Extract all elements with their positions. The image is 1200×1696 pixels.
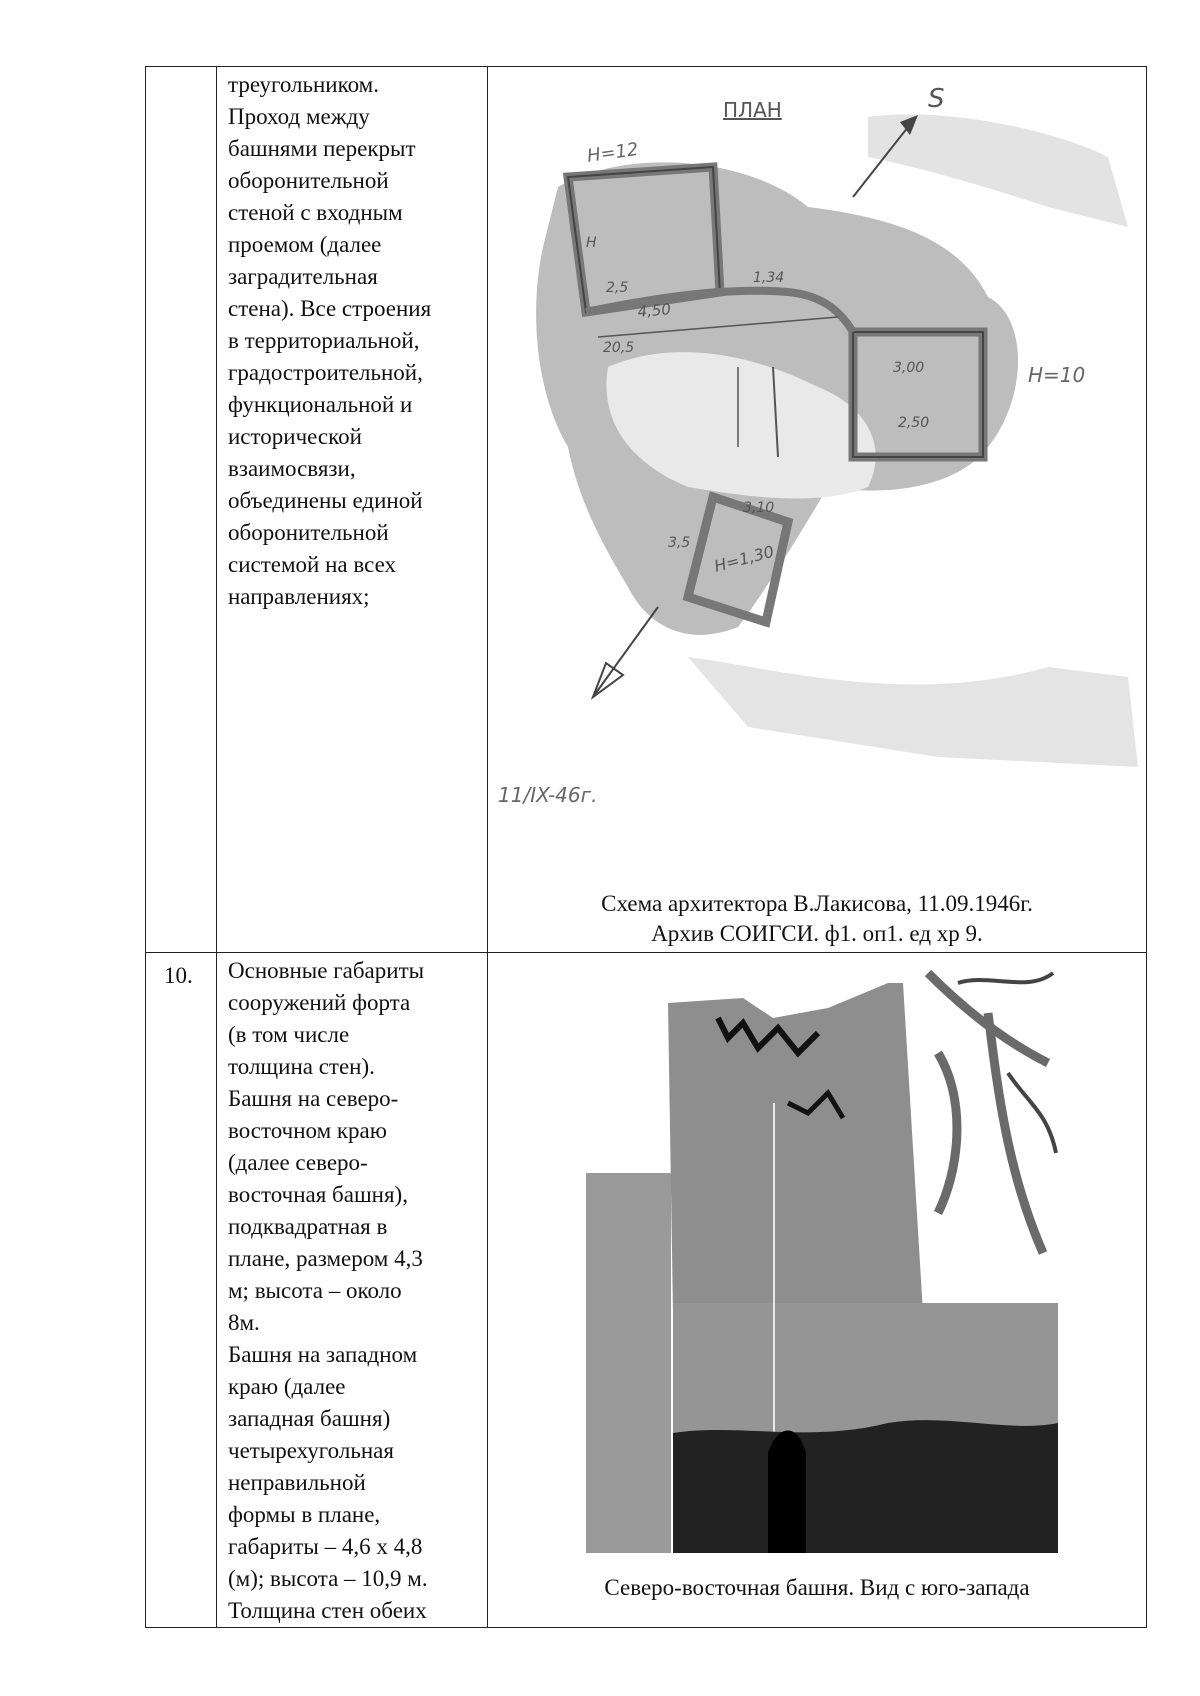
text-line: восточном краю <box>228 1118 387 1143</box>
text-line: габариты – 4,6 х 4,8 <box>228 1534 423 1559</box>
sketch-label: 3,5 <box>668 535 691 551</box>
text-line: стеной с входным <box>228 200 403 225</box>
sketch-label: H=1,30 <box>712 541 777 576</box>
sketch-label: 2,50 <box>898 415 930 431</box>
direction-arrow <box>593 607 658 697</box>
text-line: восточная башня), <box>228 1182 408 1207</box>
description-cell <box>217 953 488 1628</box>
text-line: взаимосвязи, <box>228 456 356 481</box>
text-line: Основные габариты <box>228 958 425 983</box>
photo-left-wall <box>586 1173 671 1553</box>
text-line: (в том числе <box>228 1022 350 1047</box>
table-row <box>146 953 1147 1628</box>
text-line: западная башня) <box>228 1406 391 1431</box>
text-line: м; высота – около <box>228 1278 402 1303</box>
description-text <box>217 67 487 613</box>
text-line: градостроительной, <box>228 360 423 385</box>
text-line: проемом (далее <box>228 232 382 257</box>
sketch-title: ПЛАН <box>723 98 782 122</box>
text-line: системой на всех <box>228 552 396 577</box>
text-line: оборонительной <box>228 520 389 545</box>
text-line: (далее северо- <box>228 1150 368 1175</box>
text-line: краю (далее <box>228 1374 346 1399</box>
row-number-cell <box>146 67 217 953</box>
terrain-shading <box>688 657 1138 767</box>
document-table <box>145 66 1147 1628</box>
plan-caption-line2: Архив СОИГСИ. ф1. оп1. ед хр 9. <box>651 921 983 946</box>
text-line: (м); высота – 10,9 м. <box>228 1566 428 1591</box>
photo-dark-foreground <box>673 1420 1058 1553</box>
photo-doorway <box>768 1431 806 1554</box>
text-line: неправильной <box>228 1470 366 1495</box>
tower-photo-figure <box>488 953 1146 1618</box>
row-number <box>146 67 216 75</box>
sketch-date-note: 11/IX-46г. <box>498 783 598 807</box>
table-row <box>146 67 1147 953</box>
text-line: сооружений форта <box>228 990 411 1015</box>
sketch-label: 3,00 <box>893 360 925 376</box>
text-line: плане, размером 4,3 <box>228 1246 423 1271</box>
sketch-label: 20,5 <box>603 340 635 356</box>
row-number: 10. <box>164 963 193 988</box>
text-line: объединены единой <box>228 488 423 513</box>
text-line: стена). Все строения <box>228 296 432 321</box>
text-line: треугольником. <box>228 72 379 97</box>
sketch-label: H=10 <box>1028 363 1086 387</box>
text-line: оборонительной <box>228 168 389 193</box>
text-line: формы в плане, <box>228 1502 381 1527</box>
row-number-cell <box>146 953 217 1628</box>
plan-sketch <box>488 67 1146 952</box>
sketch-label: H=12 <box>585 138 640 167</box>
sketch-label: 4,50 <box>636 300 672 321</box>
text-line: заградительная <box>228 264 378 289</box>
photo-tower <box>668 983 923 1313</box>
text-line: Толщина стен обеих <box>228 1598 427 1623</box>
photo-image-cell <box>488 953 1147 1628</box>
north-label: S <box>928 84 945 114</box>
text-line: толщина стен). <box>228 1054 375 1079</box>
text-line: направлениях; <box>228 584 370 609</box>
description-text <box>217 953 487 1627</box>
plan-caption-line1: Схема архитектора В.Лакисова, 11.09.1946г. <box>601 891 1033 916</box>
text-line: подквадратная в <box>228 1214 388 1239</box>
sketch-label: 1,34 <box>753 270 785 286</box>
plan-sketch-figure <box>488 67 1146 952</box>
terrain-shading <box>868 114 1128 227</box>
text-line: 8м. <box>228 1310 260 1335</box>
photo-caption: Северо-восточная башня. Вид с юго-запада <box>604 1575 1030 1600</box>
text-line: башнями перекрыт <box>228 136 416 161</box>
description-cell <box>217 67 488 953</box>
text-line: Башня на западном <box>228 1342 418 1367</box>
text-line: в территориальной, <box>228 328 420 353</box>
text-line: функциональной и <box>228 392 413 417</box>
sketch-label: H <box>586 235 597 251</box>
text-line: четырехугольная <box>228 1438 394 1463</box>
tower-photo <box>488 953 1146 1618</box>
sketch-label: 3,10 <box>743 500 775 516</box>
text-line: исторической <box>228 424 362 449</box>
text-line: Проход между <box>228 104 370 129</box>
text-line: Башня на северо- <box>228 1086 399 1111</box>
plan-image-cell <box>488 67 1147 953</box>
sketch-label: 2,5 <box>606 280 629 296</box>
